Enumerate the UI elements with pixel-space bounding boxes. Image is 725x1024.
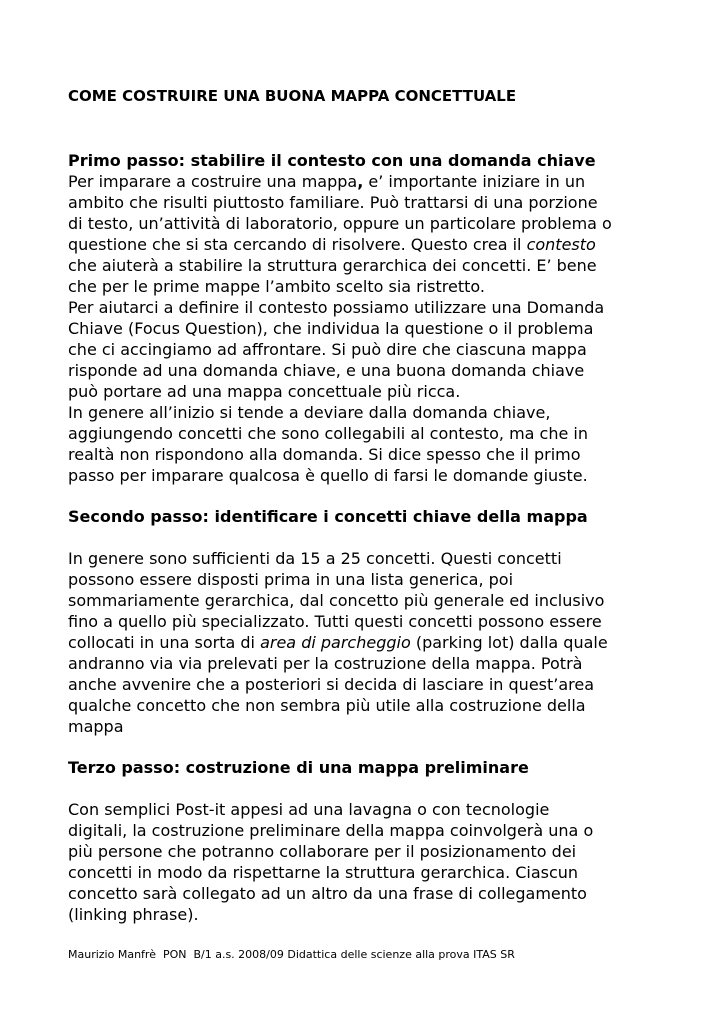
section-terzo-passo <box>68 757 668 925</box>
paragraph-line: passo per imparare qualcosa è quello di farsi le domande giuste. <box>68 466 588 485</box>
paragraph-line: digitali, la costruzione preliminare della mappa coinvolgerà una o <box>68 821 594 840</box>
paragraph-line: Con semplici Post-it appesi ad una lavagna o con tecnologie <box>68 800 550 819</box>
section-primo-passo <box>68 150 668 486</box>
paragraph-line: ambito che risulti piuttosto familiare. Può trattarsi di una porzione <box>68 193 598 212</box>
paragraph-line: risponde ad una domanda chiave, e una buona domanda chiave <box>68 361 585 380</box>
paragraph-line: realtà non rispondono alla domanda. Si dice spesso che il primo <box>68 445 581 464</box>
italic-term: contesto <box>526 235 596 254</box>
paragraph-line <box>68 234 668 255</box>
paragraph-line: che ci accingiamo ad affrontare. Si può dire che ciascuna mappa <box>68 340 587 359</box>
section-secondo-passo <box>68 506 668 737</box>
paragraph-line: In genere all’inizio si tende a deviare dalla domanda chiave, <box>68 403 551 422</box>
paragraph-line: possono essere disposti prima in una lista generica, poi <box>68 570 514 589</box>
paragraph-line: concetti in modo da rispettarne la struttura gerarchica. Ciascun <box>68 863 579 882</box>
paragraph-line <box>68 171 668 192</box>
paragraph-line: fino a quello più specializzato. Tutti questi concetti possono essere <box>68 612 602 631</box>
paragraph-line: che aiuterà a stabilire la struttura gerarchica dei concetti. E’ bene <box>68 256 597 275</box>
text-span: collocati in una sorta di <box>68 633 261 652</box>
paragraph-line: anche avvenire che a posteriori si decida di lasciare in quest’area <box>68 675 595 694</box>
section-heading: Terzo passo: costruzione di una mappa preliminare <box>68 758 529 777</box>
paragraph-line: sommariamente gerarchica, dal concetto più generale ed inclusivo <box>68 591 605 610</box>
paragraph-line: aggiungendo concetti che sono collegabili al contesto, ma che in <box>68 424 589 443</box>
page-footer: Maurizio Manfrè PON B/1 a.s. 2008/09 Didattica delle scienze alla prova ITAS SR <box>68 948 515 961</box>
paragraph-line: che per le prime mappe l’ambito scelto sia ristretto. <box>68 277 485 296</box>
text-span: e’ importante iniziare in un <box>363 172 586 191</box>
paragraph-line: (linking phrase). <box>68 905 199 924</box>
paragraph-line: può portare ad una mappa concettuale più ricca. <box>68 382 461 401</box>
paragraph-line: concetto sarà collegato ad un altro da una frase di collegamento <box>68 884 587 903</box>
paragraph-line: In genere sono sufficienti da 15 a 25 concetti. Questi concetti <box>68 549 562 568</box>
paragraph-line <box>68 632 668 653</box>
text-span: (parking lot) dalla quale <box>410 633 608 652</box>
paragraph-line: qualche concetto che non sembra più utile alla costruzione della <box>68 696 586 715</box>
italic-term: area di parcheggio <box>260 633 411 652</box>
text-span: Per imparare a costruire una mappa <box>68 172 358 191</box>
bold-comma: , <box>357 172 364 191</box>
document-body <box>68 86 668 925</box>
paragraph-line: andranno via via prelevati per la costruzione della mappa. Potrà <box>68 654 583 673</box>
text-span: questione che si sta cercando di risolvere. Questo crea il <box>68 235 527 254</box>
document-title: COME COSTRUIRE UNA BUONA MAPPA CONCETTUALE <box>68 87 517 105</box>
paragraph-line: di testo, un’attività di laboratorio, oppure un particolare problema o <box>68 214 612 233</box>
paragraph-line: Per aiutarci a definire il contesto possiamo utilizzare una Domanda <box>68 298 605 317</box>
paragraph-line: più persone che potranno collaborare per il posizionamento dei <box>68 842 577 861</box>
paragraph-line: mappa <box>68 717 124 736</box>
section-heading: Primo passo: stabilire il contesto con una domanda chiave <box>68 151 596 170</box>
paragraph-line: Chiave (Focus Question), che individua la questione o il problema <box>68 319 594 338</box>
section-heading: Secondo passo: identificare i concetti chiave della mappa <box>68 507 588 526</box>
